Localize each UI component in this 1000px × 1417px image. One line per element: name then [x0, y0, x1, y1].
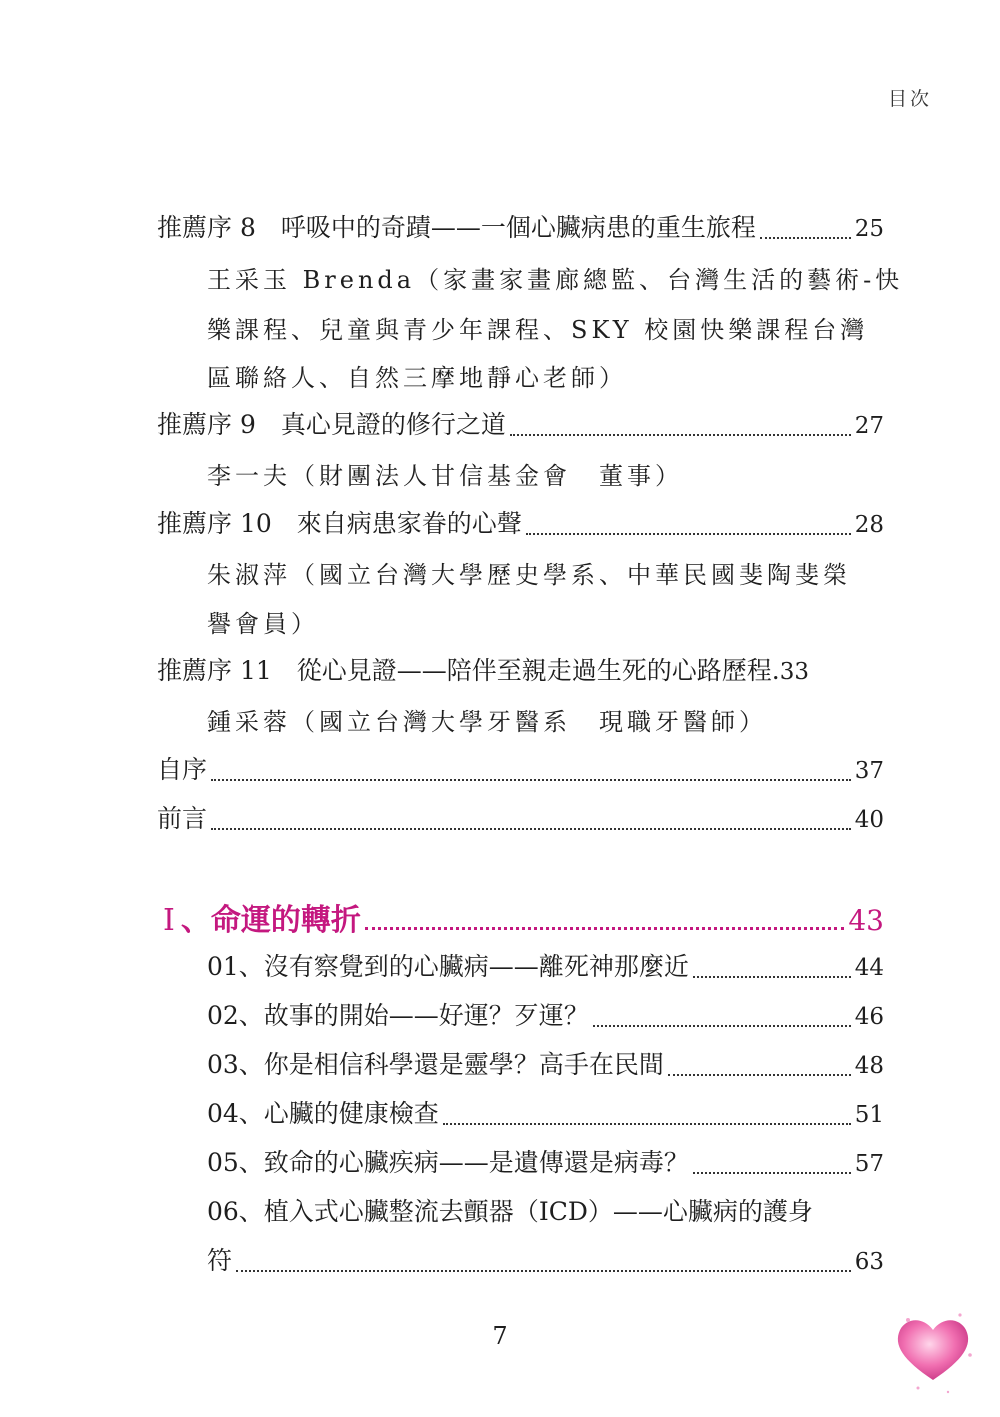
- leader-dots: [693, 1172, 851, 1174]
- toc-entry-page: 63: [854, 1249, 884, 1275]
- author-line: 李一夫（財團法人甘信基金會 董事）: [207, 462, 683, 490]
- chapter-page: 43: [848, 904, 884, 937]
- toc-entry-page: 25: [854, 216, 884, 242]
- leader-dots: [593, 1025, 851, 1027]
- toc-entry-label: 推薦序 9 真心見證的修行之道: [157, 410, 506, 439]
- toc-entry-page: 46: [854, 1004, 884, 1030]
- author-line: 朱淑萍（國立台灣大學歷史學系、中華民國斐陶斐榮: [207, 561, 851, 589]
- toc-entry-foreword-10[interactable]: [157, 504, 884, 544]
- toc-entry-preface[interactable]: [157, 750, 884, 790]
- toc-entry-02[interactable]: [207, 996, 884, 1036]
- toc-entry-06[interactable]: [207, 1192, 884, 1232]
- toc-entry-label: 推薦序 8 呼吸中的奇蹟——一個心臟病患的重生旅程: [157, 213, 756, 242]
- leader-dots: [211, 779, 851, 781]
- toc-entry-foreword-9[interactable]: [157, 405, 884, 445]
- toc-entry-label: 01、沒有察覺到的心臟病——離死神那麼近: [207, 952, 689, 981]
- leader-dots: [760, 237, 851, 239]
- toc-entry-05[interactable]: [207, 1143, 884, 1183]
- leader-dots: [526, 533, 851, 535]
- author-line: 譽會員）: [207, 610, 319, 638]
- toc-entry-page: 33: [779, 659, 809, 685]
- toc-entry-foreword-11[interactable]: [157, 651, 884, 691]
- toc-entry-label: 05、致命的心臟疾病——是遺傳還是病毒？: [207, 1148, 689, 1177]
- section-header: 目次: [887, 88, 932, 110]
- author-line: 樂課程、兒童與青少年課程、SKY 校園快樂課程台灣: [207, 316, 869, 344]
- heart-icon: [888, 1300, 978, 1400]
- toc-entry-label: 符: [207, 1246, 233, 1275]
- leader-dots: [211, 828, 851, 830]
- toc-entry-label: 04、心臟的健康檢查: [207, 1099, 439, 1128]
- toc-entry-page: 44: [854, 955, 884, 981]
- toc-entry-01[interactable]: [207, 947, 884, 987]
- toc-entry-label: 自序: [157, 755, 208, 784]
- author-line: 王采玉 Brenda（家畫家畫廊總監、台灣生活的藝術-快: [207, 266, 904, 294]
- toc-entry-03[interactable]: [207, 1045, 884, 1085]
- toc-entry-04[interactable]: [207, 1094, 884, 1134]
- toc-entry-page: 40: [854, 807, 884, 833]
- leader-dots: [443, 1123, 851, 1125]
- toc-entry-page: 51: [854, 1102, 884, 1128]
- toc-entry-label: 推薦序 11 從心見證——陪伴至親走過生死的心路歷程.: [157, 656, 780, 685]
- toc-entry-label: 前言: [157, 804, 208, 833]
- toc-entry-label: 02、故事的開始——好運？歹運？: [207, 1001, 589, 1030]
- toc-entry-label: 推薦序 10 來自病患家眷的心聲: [157, 509, 522, 538]
- toc-entry-label: 03、你是相信科學還是靈學？高手在民間: [207, 1050, 664, 1079]
- leader-dots: [365, 927, 845, 930]
- toc-entry-page: 48: [854, 1053, 884, 1079]
- leader-dots: [668, 1074, 851, 1076]
- leader-dots: [510, 434, 851, 436]
- toc-entry-page: 37: [854, 758, 884, 784]
- author-line: 鍾采蓉（國立台灣大學牙醫系 現職牙醫師）: [207, 708, 767, 736]
- chapter-title: 、命運的轉折: [180, 903, 361, 938]
- chapter-roman: I: [163, 903, 175, 938]
- toc-entry-page: 57: [854, 1151, 884, 1177]
- author-line: 區聯絡人、自然三摩地靜心老師）: [207, 364, 627, 392]
- toc-entry-06-cont[interactable]: [207, 1241, 884, 1281]
- chapter-heading[interactable]: [163, 895, 884, 941]
- toc-entry-page: 28: [854, 512, 884, 538]
- toc-entry-label: 06、植入式心臟整流去顫器（ICD）——心臟病的護身: [207, 1197, 813, 1226]
- leader-dots: [693, 976, 851, 978]
- page-number: 7: [492, 1322, 508, 1350]
- toc-entry-page: 27: [854, 413, 884, 439]
- leader-dots: [236, 1270, 851, 1272]
- toc-entry-introduction[interactable]: [157, 799, 884, 839]
- toc-entry-foreword-8[interactable]: [157, 208, 884, 248]
